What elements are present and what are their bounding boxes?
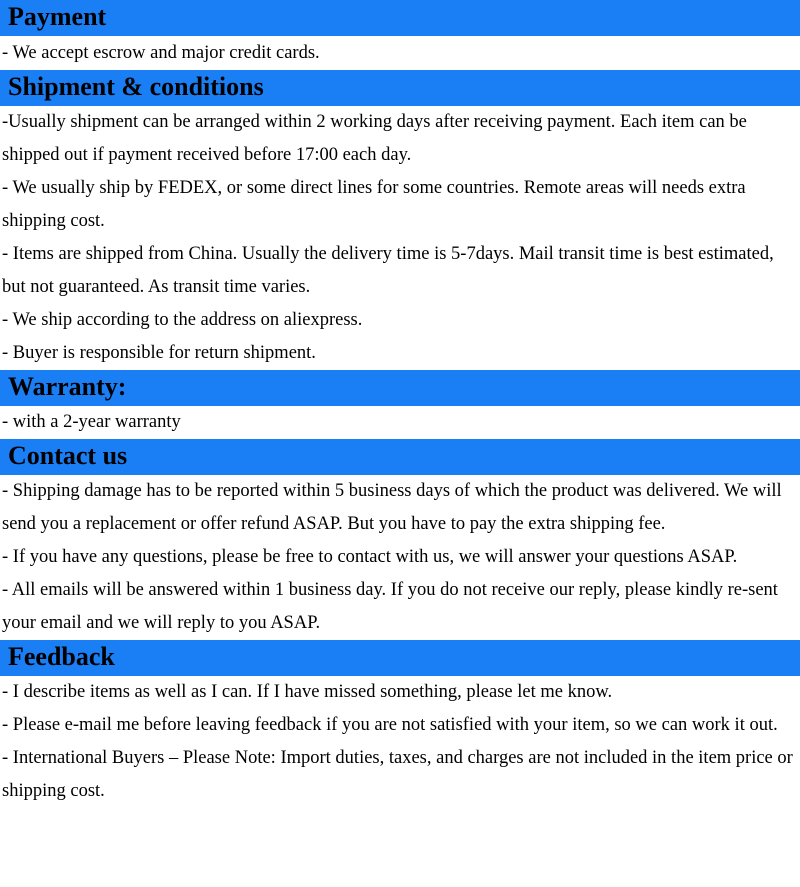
paragraph: - Shipping damage has to be reported within 5 business days of which the product was delivered. We will send you a replacement or offer refund ASAP. But you have to pay the extra shipping fee.	[2, 481, 782, 534]
section-shipment-conditions	[0, 70, 800, 370]
paragraph: -Usually shipment can be arranged within 2 working days after receiving payment. Each item can be shipped out if payment received before 17:00 each day.	[2, 112, 747, 165]
section-heading-feedback: Feedback	[0, 640, 800, 676]
paragraph: - We ship according to the address on aliexpress.	[2, 310, 363, 330]
section-feedback	[0, 640, 800, 808]
section-body-contact-us	[0, 475, 800, 640]
section-body-feedback	[0, 676, 800, 808]
section-heading-warranty: Warranty:	[0, 370, 800, 406]
paragraph: - If you have any questions, please be free to contact with us, we will answer your questions ASAP.	[2, 547, 738, 567]
paragraph: - We usually ship by FEDEX, or some direct lines for some countries. Remote areas will needs extra shipping cost.	[2, 178, 746, 231]
paragraph: - Please e-mail me before leaving feedback if you are not satisfied with your item, so we can work it out.	[2, 715, 778, 735]
section-body-payment	[0, 36, 800, 70]
section-body-shipment-conditions	[0, 106, 800, 370]
section-body-warranty	[0, 406, 800, 439]
paragraph: - Buyer is responsible for return shipment.	[2, 343, 316, 363]
section-contact-us	[0, 439, 800, 640]
paragraph: - I describe items as well as I can. If I have missed something, please let me know.	[2, 682, 613, 702]
section-heading-payment: Payment	[0, 0, 800, 36]
paragraph: - with a 2-year warranty	[2, 412, 181, 432]
paragraph: - We accept escrow and major credit cards.	[2, 43, 320, 63]
section-heading-contact-us: Contact us	[0, 439, 800, 475]
section-warranty	[0, 370, 800, 439]
section-heading-shipment-conditions: Shipment & conditions	[0, 70, 800, 106]
paragraph: - All emails will be answered within 1 business day. If you do not receive our reply, please kindly re-sent your email and we will reply to you ASAP.	[2, 580, 778, 633]
paragraph: - Items are shipped from China. Usually the delivery time is 5-7days. Mail transit time is best estimated, but not guaranteed. As transit time varies.	[2, 244, 774, 297]
section-payment	[0, 0, 800, 70]
paragraph: - International Buyers – Please Note: Import duties, taxes, and charges are not included in the item price or shipping cost.	[2, 748, 793, 801]
